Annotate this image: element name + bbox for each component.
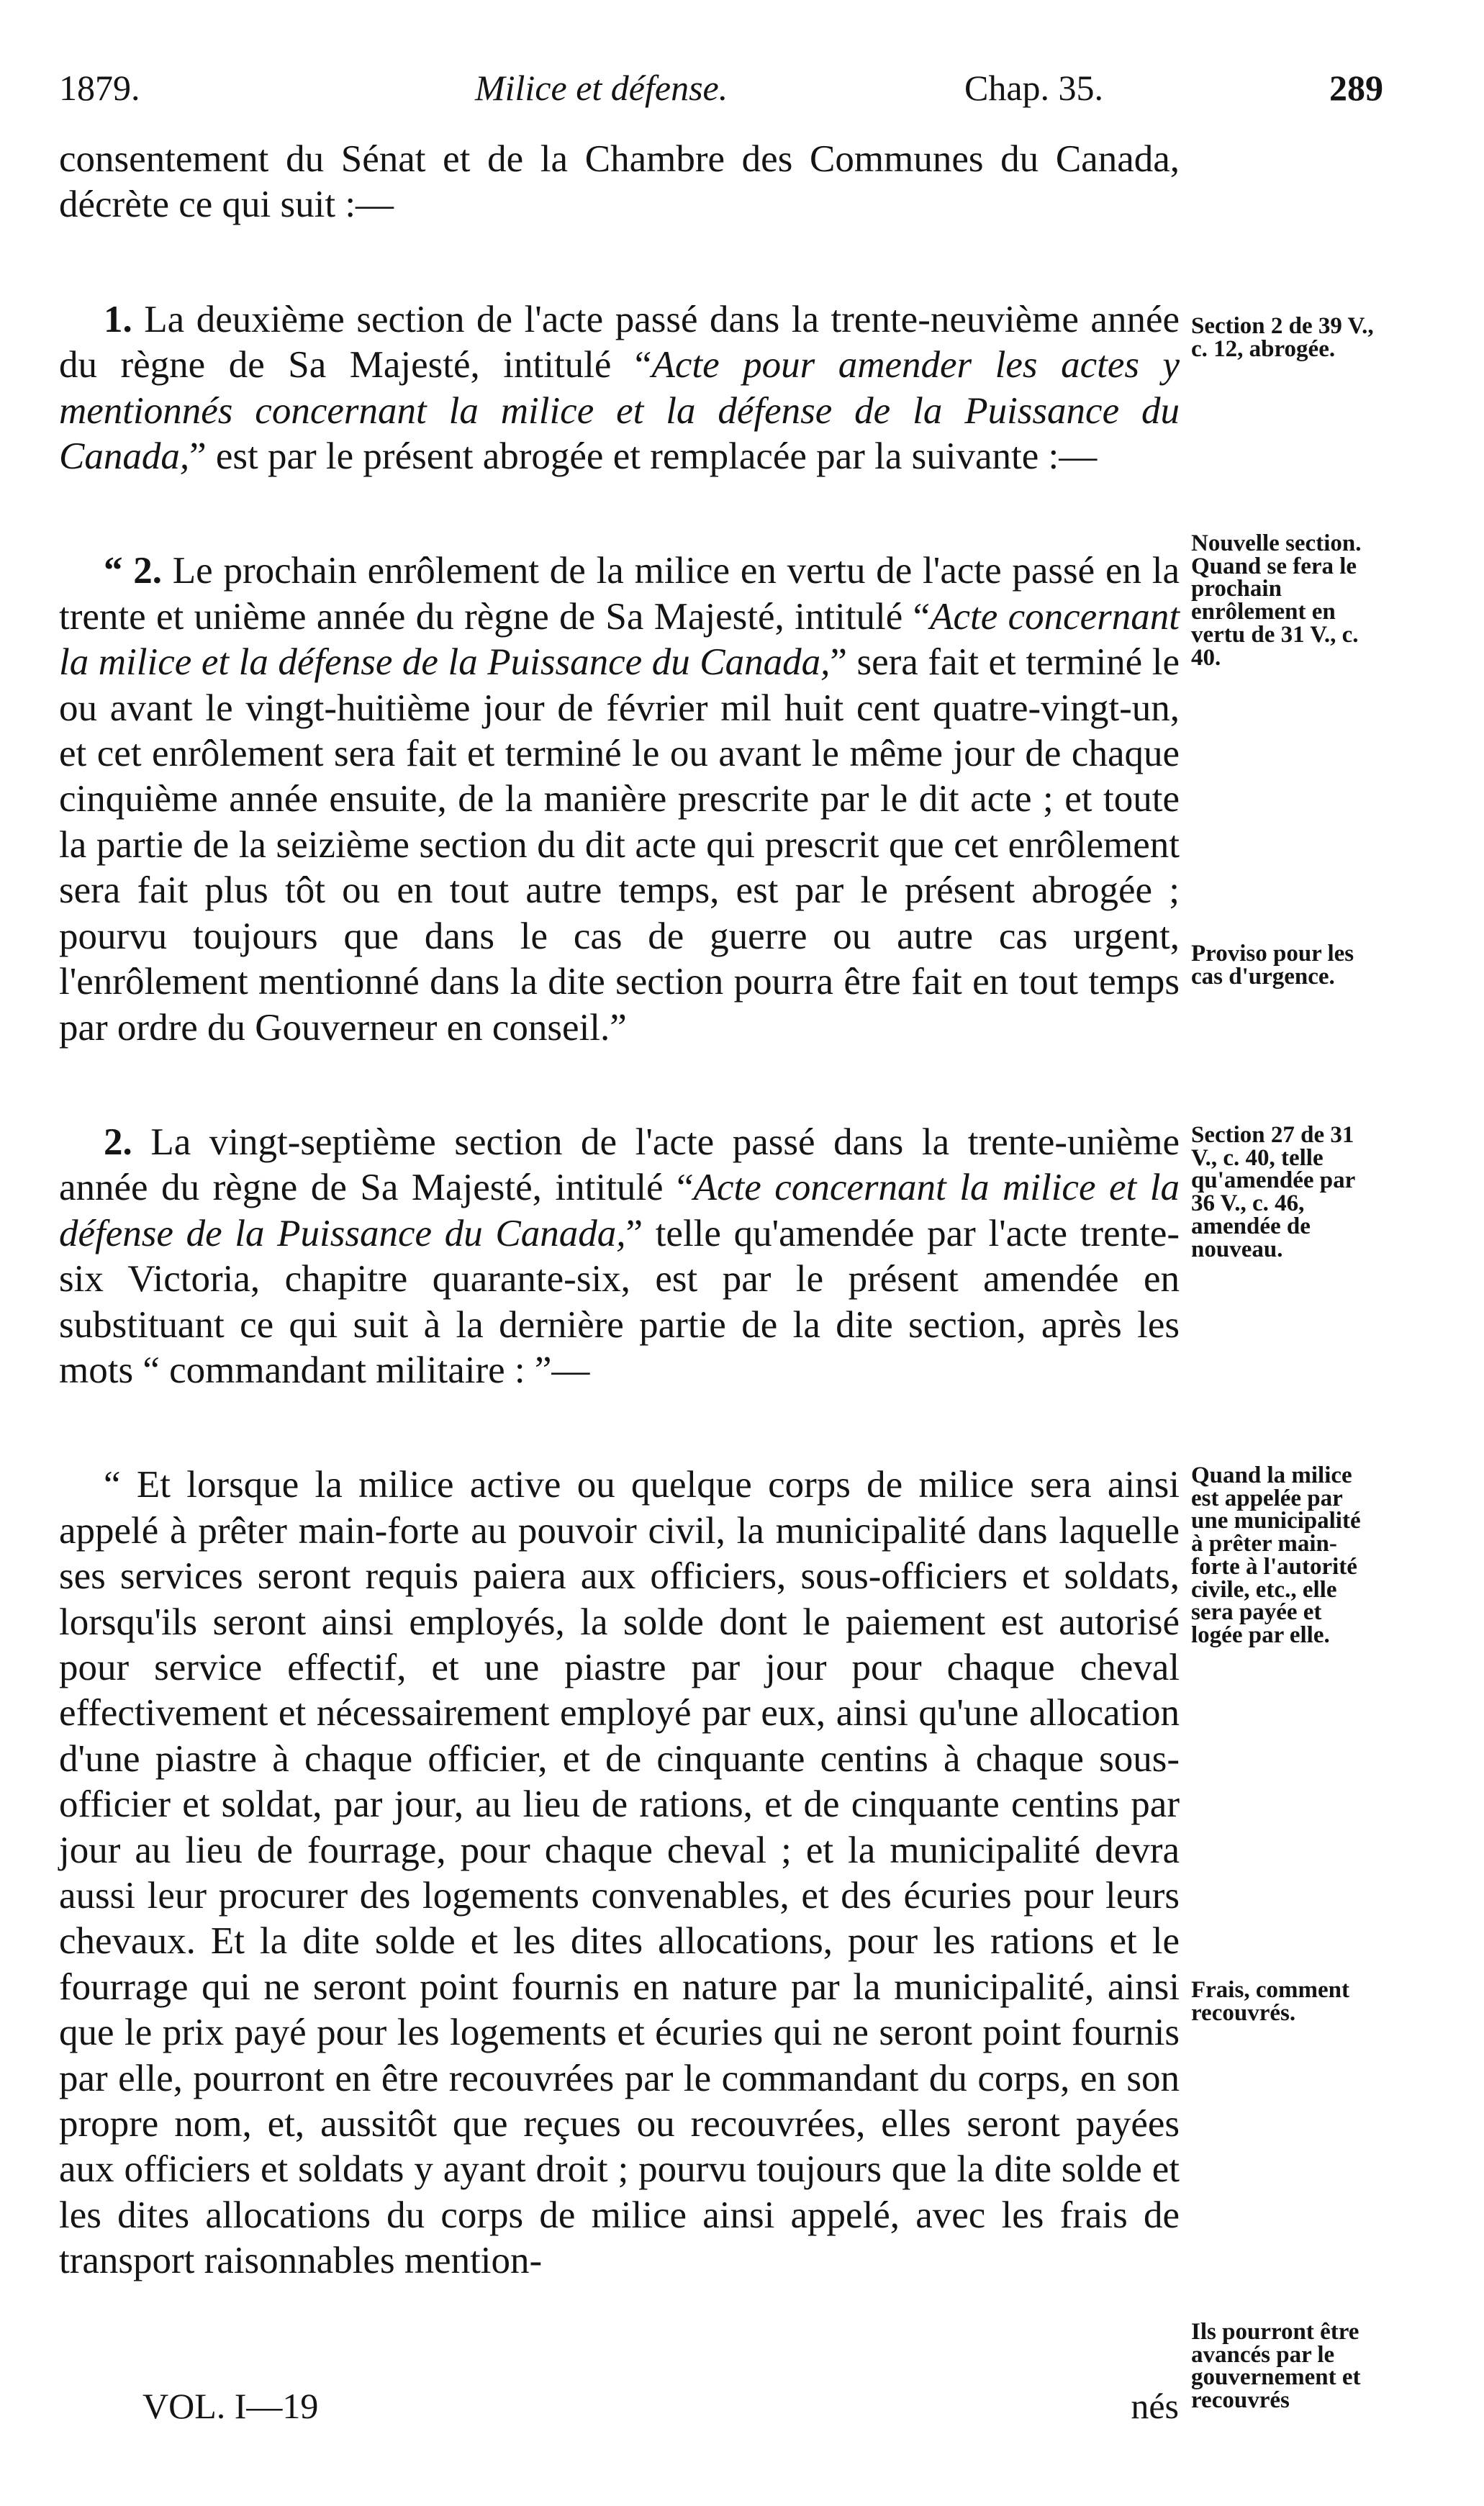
paragraph-new-section-2: “ 2. Le prochain enrôlement de la milice en vertu de l'acte passé en la trente et unième année du règne de Sa Majesté, intitulé “Acte concernant la milice et la défense de la Puissance du Canada,” sera fait et terminé le ou avant le vingt-huitième jour de février mil huit cent quatre-vingt-un, et cet enrôlement sera fait et terminé le ou avant le même jour de chaque cinquième année ensuite, de la manière prescrite par le dit acte ; et toute la partie de la seizième section du dit acte qui prescrit que cet enrôlement sera fait plus tôt ou en tout autre temps, est par le présent abrogée ; pourvu toujours que dans le cas de guerre ou autre cas urgent, l'enrôlement mentionné dans la dite section pourra être fait en tout temps par ordre du Gouverneur en conseil.”: [59, 550, 1180, 1049]
catchword: nés: [1131, 2386, 1179, 2426]
running-header: [59, 62, 1383, 114]
paragraph-enacting-clause: consentement du Sénat et de la Chambre des Communes du Canada, décrète ce qui suit :—: [59, 138, 1180, 226]
header-year: 1879.: [59, 68, 140, 108]
margin-note: Section 2 de 39 V., c. 12, abrogée.: [1191, 313, 1374, 362]
body-text: [59, 137, 1180, 2284]
paragraph-section-2: 2. La vingt-septième section de l'acte passé dans la trente-unième année du règne de Sa Majesté, intitulé “Acte concernant la milice et la défense de la Puissance du Canada,” telle qu'amendée par l'acte trente-six Victoria, chapitre quarante-six, est par le présent amendée en substituant ce qui suit à la dernière partie de la dite section, après les mots “ commandant militaire : ”—: [59, 1121, 1180, 1391]
section-number: 1.: [104, 298, 132, 340]
margin-note: Ils pourront être avancés par le gouvernement et recouvrés: [1191, 2319, 1361, 2414]
section-number: “ 2.: [104, 550, 163, 592]
margin-note: Section 27 de 31 V., c. 40, telle qu'amendée par 36 V., c. 46, amendée de nouveau.: [1191, 1122, 1355, 1262]
section-number: 2.: [104, 1121, 132, 1163]
margin-note: Frais, comment recouvrés.: [1191, 1977, 1349, 2026]
margin-note: Proviso pour les cas d'urgence.: [1191, 941, 1354, 990]
margin-note: Nouvelle section. Quand se fera le prochain enrôlement en vertu de 31 V., c. 40.: [1191, 530, 1362, 671]
volume-signature: VOL. I—19: [142, 2386, 319, 2426]
header-chapter: Chap. 35.: [964, 68, 1104, 108]
paragraph-section-1: 1. La deuxième section de l'acte passé dans la trente-neuvième année du règne de Sa Majesté, intitulé “Acte pour amender les actes y mentionnés concernant la milice et la défense de la Puissance du Canada,” est par le présent abrogée et remplacée par la suivante :—: [59, 298, 1180, 478]
header-title: Milice et défense.: [475, 68, 728, 108]
page-number: 289: [1329, 68, 1383, 108]
page-footer: [142, 2380, 1179, 2432]
paragraph-quoted-amendment: “ Et lorsque la milice active ou quelque corps de milice sera ainsi appelé à prêter main-forte au pouvoir civil, la municipalité dans laquelle ses services seront requis paiera aux officiers, sous-officiers et soldats, lorsqu'ils seront ainsi employés, la solde dont le paiement est autorisé pour service effectif, et une piastre par jour pour chaque cheval effectivement et nécessairement employé par eux, ainsi qu'une allocation d'une piastre à chaque officier, et de cinquante centins à chaque sous-officier et soldat, par jour, au lieu de rations, et de cinquante centins par jour au lieu de fourrage, pour chaque cheval ; et la municipalité devra aussi leur procurer des logements convenables, et des écuries pour leurs chevaux. Et la dite solde et les dites allocations, pour les rations et le fourrage qui ne seront point fournis en nature par la municipalité, ainsi que le prix payé pour les logements et écuries qui ne seront point fournis par elle, pourront en être recouvrées par le commandant du corps, en son propre nom, et, aussitôt que reçues ou recouvrées, elles seront payées aux officiers et soldats y ayant droit ; pourvu toujours que la dite solde et les dites allocations du corps de milice ainsi appelé, avec les frais de transport raisonnables mention-: [59, 1464, 1180, 2282]
margin-note: Quand la milice est appelée par une municipalité à prêter main-forte à l'autorité civile, etc., elle sera payée et logée par elle.: [1191, 1462, 1361, 1648]
